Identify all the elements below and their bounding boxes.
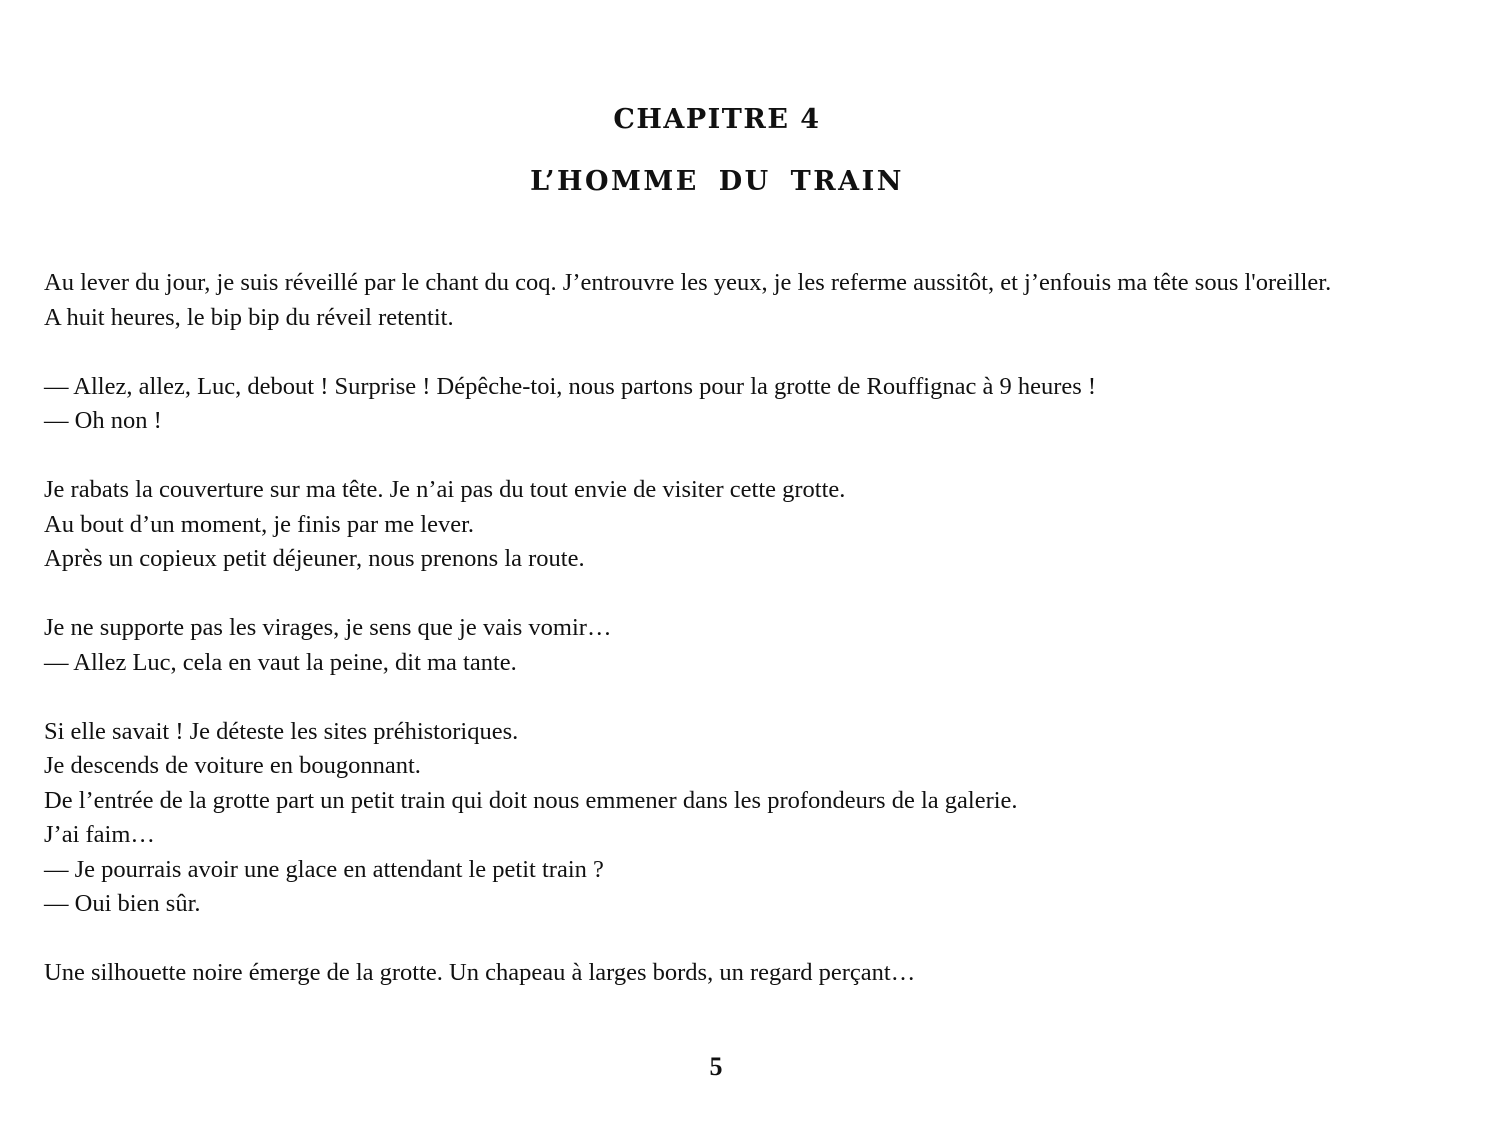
text-line: Si elle savait ! Je déteste les sites préhistoriques. [44, 717, 519, 745]
page-number: 5 [709, 1052, 723, 1081]
text-line: Je descends de voiture en bougonnant. [44, 752, 421, 779]
dialogue-line: — Allez, allez, Luc, debout ! Surprise ! Dépêche-toi, nous partons pour la grotte de Rouffignac à 9 heures ! [44, 372, 1097, 400]
text-line: Une silhouette noire émerge de la grotte. Un chapeau à larges bords, un regard perçant… [44, 959, 916, 986]
chapter-body [44, 266, 1464, 991]
chapter-number-heading: CHAPITRE 4 [613, 104, 821, 135]
paragraph [44, 266, 1464, 335]
text-line: A huit heures, le bip bip du réveil retentit. [44, 303, 454, 331]
text-line: Au bout d’un moment, je finis par me lever. [44, 510, 475, 538]
paragraph [44, 370, 1464, 439]
paragraph [44, 715, 1464, 922]
text-line: Je rabats la couverture sur ma tête. Je n’ai pas du tout envie de visiter cette grotte. [44, 476, 846, 503]
text-line: De l’entrée de la grotte part un petit train qui doit nous emmener dans les profondeurs de la galerie. [44, 786, 1018, 814]
paragraph [44, 473, 1464, 577]
text-line: J’ai faim… [44, 821, 155, 848]
text-line: Après un copieux petit déjeuner, nous prenons la route. [44, 545, 585, 572]
paragraph [44, 956, 1464, 991]
dialogue-line: — Je pourrais avoir une glace en attendant le petit train ? [44, 855, 604, 883]
dialogue-line: — Oh non ! [44, 407, 162, 434]
dialogue-line: — Oui bien sûr. [44, 890, 201, 917]
text-line: Au lever du jour, je suis réveillé par le chant du coq. J’entrouvre les yeux, je les referme aussitôt, et j’enfouis ma tête sous l'oreiller. [44, 269, 1332, 296]
dialogue-line: — Allez Luc, cela en vaut la peine, dit ma tante. [44, 648, 517, 676]
paragraph [44, 611, 1464, 680]
text-line: Je ne supporte pas les virages, je sens que je vais vomir… [44, 614, 612, 641]
chapter-title-heading: L’HOMME DU TRAIN [530, 166, 904, 197]
